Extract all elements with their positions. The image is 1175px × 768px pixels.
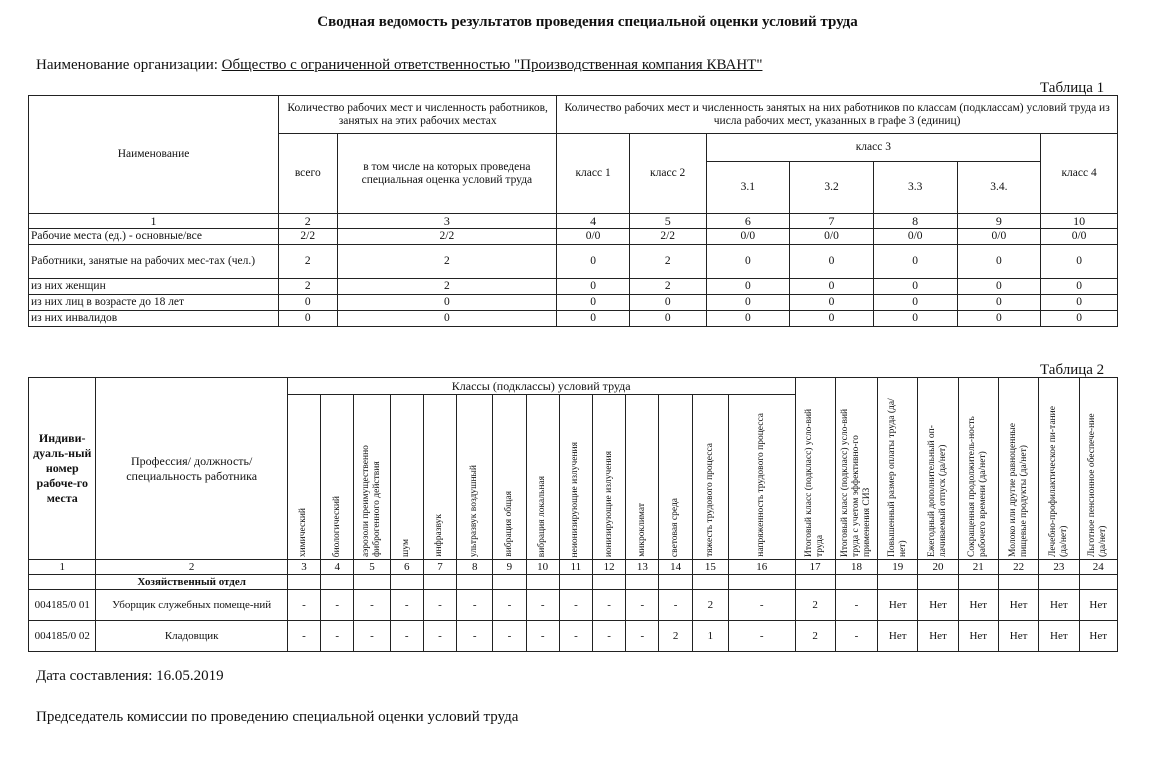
t2-col-num: 10 bbox=[526, 560, 559, 575]
workplace-profession: Кладовщик bbox=[96, 621, 287, 652]
t2-extra-header: Итоговый класс (подкласс) усло-вий труда с учетом эффективно-го применения СИЗ bbox=[835, 378, 877, 560]
organization-name: Общество с ограниченной ответственностью "Производственная компания КВАНТ" bbox=[221, 57, 763, 73]
t2-col-num: 15 bbox=[692, 560, 728, 575]
table-cell: - bbox=[728, 621, 795, 652]
table-cell: Нет bbox=[918, 590, 958, 621]
table-cell: 0 bbox=[706, 279, 790, 295]
table-cell: 0 bbox=[557, 279, 630, 295]
table-cell: 0/0 bbox=[790, 229, 874, 245]
t1-col-num: 10 bbox=[1041, 214, 1118, 229]
t1-header-class4: класс 4 bbox=[1041, 134, 1118, 214]
t2-col-num: 23 bbox=[1039, 560, 1079, 575]
table-cell: 0/0 bbox=[1041, 229, 1118, 245]
table-cell: - bbox=[593, 590, 626, 621]
table-cell: 0 bbox=[557, 311, 630, 327]
t1-col-num: 2 bbox=[279, 214, 337, 229]
table-cell: 0 bbox=[337, 295, 557, 311]
table-cell: 0 bbox=[1041, 311, 1118, 327]
table-cell: - bbox=[354, 590, 390, 621]
table-cell: 0 bbox=[873, 311, 957, 327]
t2-col-num: 2 bbox=[96, 560, 287, 575]
table-cell: 2/2 bbox=[629, 229, 706, 245]
table-cell: 0 bbox=[1041, 295, 1118, 311]
t2-col-num: 18 bbox=[835, 560, 877, 575]
table-cell: Нет bbox=[958, 621, 998, 652]
table-cell: 0 bbox=[279, 295, 337, 311]
t1-col-num: 6 bbox=[706, 214, 790, 229]
table-cell: 2/2 bbox=[279, 229, 337, 245]
t2-col-num: 1 bbox=[29, 560, 96, 575]
t1-header-class1: класс 1 bbox=[557, 134, 630, 214]
t2-factor-header: инфразвук bbox=[423, 395, 456, 560]
t1-row-name: Работники, занятые на рабочих мес-тах (чел.) bbox=[29, 245, 279, 279]
t1-header-name: Наименование bbox=[29, 96, 279, 214]
table-cell: - bbox=[287, 621, 320, 652]
t2-factor-header: биологический bbox=[321, 395, 354, 560]
table-cell: 0 bbox=[957, 279, 1041, 295]
t2-col-num: 17 bbox=[795, 560, 835, 575]
t1-number-row bbox=[29, 214, 1118, 229]
table-cell: - bbox=[659, 590, 692, 621]
t2-section-row bbox=[29, 575, 1118, 590]
table-cell: - bbox=[559, 590, 592, 621]
table-cell: - bbox=[835, 621, 877, 652]
t2-col-num: 4 bbox=[321, 560, 354, 575]
t1-col-num: 3 bbox=[337, 214, 557, 229]
workplace-id: 004185/0 01 bbox=[29, 590, 96, 621]
table-row bbox=[29, 590, 1118, 621]
commission-chair-line: Председатель комиссии по проведению специальной оценки условий труда bbox=[36, 709, 519, 725]
table-cell: 0 bbox=[873, 245, 957, 279]
table-cell: 2/2 bbox=[337, 229, 557, 245]
table-cell: 2 bbox=[692, 590, 728, 621]
t2-col-num: 6 bbox=[390, 560, 423, 575]
t2-factor-header: напряженность трудового процесса bbox=[728, 395, 795, 560]
workplaces-table bbox=[28, 377, 1118, 652]
table-cell: - bbox=[354, 621, 390, 652]
table-cell: 2 bbox=[659, 621, 692, 652]
t2-factor-header: световая среда bbox=[659, 395, 692, 560]
page-title: Сводная ведомость результатов проведения специальной оценки условий труда bbox=[317, 14, 858, 30]
table-cell: 0 bbox=[790, 279, 874, 295]
t2-col-num: 19 bbox=[878, 560, 918, 575]
t1-row-name: из них лиц в возрасте до 18 лет bbox=[29, 295, 279, 311]
table-cell: 1 bbox=[692, 621, 728, 652]
t2-col-num: 9 bbox=[493, 560, 526, 575]
table-cell: 0 bbox=[279, 311, 337, 327]
table-cell: 0 bbox=[557, 295, 630, 311]
table-row bbox=[29, 229, 1118, 245]
t2-col-num: 14 bbox=[659, 560, 692, 575]
t1-col-num: 5 bbox=[629, 214, 706, 229]
table-cell: 0 bbox=[790, 245, 874, 279]
t2-header-classes: Классы (подклассы) условий труда bbox=[287, 378, 795, 395]
t2-number-row bbox=[29, 560, 1118, 575]
t2-col-num: 13 bbox=[626, 560, 659, 575]
organization-line bbox=[36, 57, 762, 74]
t2-header-profession: Профессия/ должность/ специальность работника bbox=[96, 378, 287, 560]
t1-header-3-1: 3.1 bbox=[706, 162, 790, 214]
table-cell: 0/0 bbox=[957, 229, 1041, 245]
t2-col-num: 5 bbox=[354, 560, 390, 575]
t2-factor-header: аэрозоли преимущественно фиброгенного действия bbox=[354, 395, 390, 560]
table-cell: - bbox=[423, 621, 456, 652]
t1-header-3-2: 3.2 bbox=[790, 162, 874, 214]
t1-row-name: из них женщин bbox=[29, 279, 279, 295]
table-row bbox=[29, 295, 1118, 311]
table1-label: Таблица 1 bbox=[1040, 80, 1105, 96]
table-cell: Нет bbox=[878, 590, 918, 621]
t2-factor-header: вибрация локальная bbox=[526, 395, 559, 560]
t2-col-num: 22 bbox=[998, 560, 1038, 575]
table-cell: 0 bbox=[957, 311, 1041, 327]
table-cell: 2 bbox=[629, 245, 706, 279]
table-cell: 0 bbox=[629, 311, 706, 327]
t2-factor-header: ультразвук воздушный bbox=[457, 395, 493, 560]
table-cell: 0 bbox=[337, 311, 557, 327]
table-cell: - bbox=[287, 590, 320, 621]
table-cell: 2 bbox=[279, 279, 337, 295]
t1-header-count: Количество рабочих мест и численность работников, занятых на этих рабочих местах bbox=[279, 96, 557, 134]
workplace-id: 004185/0 02 bbox=[29, 621, 96, 652]
t1-row-name: Рабочие места (ед.) - основные/все bbox=[29, 229, 279, 245]
t2-col-num: 11 bbox=[559, 560, 592, 575]
table-cell: - bbox=[493, 590, 526, 621]
t2-factor-header: шум bbox=[390, 395, 423, 560]
table-cell: 0 bbox=[706, 245, 790, 279]
table-cell: - bbox=[559, 621, 592, 652]
t1-col-num: 4 bbox=[557, 214, 630, 229]
table-cell: 0 bbox=[706, 311, 790, 327]
table-cell: 0 bbox=[1041, 245, 1118, 279]
t1-col-num: 7 bbox=[790, 214, 874, 229]
t1-header-3-4: 3.4. bbox=[957, 162, 1041, 214]
t1-col-num: 1 bbox=[29, 214, 279, 229]
t2-factor-header: неионизирующие излучения bbox=[559, 395, 592, 560]
t2-col-num: 12 bbox=[593, 560, 626, 575]
table-cell: - bbox=[626, 621, 659, 652]
t2-extra-header: Лечебно-профилактическое пи-тание (да/нет) bbox=[1039, 378, 1079, 560]
table-cell: - bbox=[457, 621, 493, 652]
table-cell: 2 bbox=[337, 279, 557, 295]
table-cell: 0 bbox=[629, 295, 706, 311]
table-cell: - bbox=[423, 590, 456, 621]
table-cell: Нет bbox=[1039, 621, 1079, 652]
table-cell: 2 bbox=[795, 621, 835, 652]
table-cell: 0 bbox=[706, 295, 790, 311]
table-cell: - bbox=[526, 621, 559, 652]
table-cell: Нет bbox=[918, 621, 958, 652]
table-cell: Нет bbox=[878, 621, 918, 652]
table-cell: - bbox=[526, 590, 559, 621]
table-row bbox=[29, 311, 1118, 327]
t2-col-num: 7 bbox=[423, 560, 456, 575]
table-cell: - bbox=[321, 590, 354, 621]
t1-header-class2: класс 2 bbox=[629, 134, 706, 214]
table-cell: - bbox=[835, 590, 877, 621]
organization-label: Наименование организации: bbox=[36, 57, 218, 73]
table-cell: - bbox=[321, 621, 354, 652]
t2-extra-header: Льготное пенсионное обеспече-ние (да/нет) bbox=[1079, 378, 1118, 560]
t2-factor-header: микроклимат bbox=[626, 395, 659, 560]
table-cell: 0/0 bbox=[557, 229, 630, 245]
table-cell: 0 bbox=[790, 311, 874, 327]
table-row bbox=[29, 279, 1118, 295]
t1-col-num: 8 bbox=[873, 214, 957, 229]
table-cell: 0 bbox=[873, 279, 957, 295]
t1-row-name: из них инвалидов bbox=[29, 311, 279, 327]
table-cell: 0 bbox=[873, 295, 957, 311]
table-cell: - bbox=[626, 590, 659, 621]
t2-header-id: Индиви-дуаль-ный номер рабоче-го места bbox=[29, 378, 96, 560]
t2-extra-header: Повышенный размер оплаты труда (да/нет) bbox=[878, 378, 918, 560]
t2-extra-header: Молоко или другие равноценные пищевые продукты (да/нет) bbox=[998, 378, 1038, 560]
table2-label: Таблица 2 bbox=[1040, 362, 1105, 378]
table-cell: - bbox=[390, 621, 423, 652]
table-cell: Нет bbox=[998, 590, 1038, 621]
t2-col-num: 20 bbox=[918, 560, 958, 575]
t2-col-num: 3 bbox=[287, 560, 320, 575]
compile-date: Дата составления: 16.05.2019 bbox=[36, 668, 224, 684]
table-cell: Нет bbox=[958, 590, 998, 621]
table-cell: 2 bbox=[337, 245, 557, 279]
t2-factor-header: тяжесть трудового процесса bbox=[692, 395, 728, 560]
t1-header-total: всего bbox=[279, 134, 337, 214]
t2-col-num: 24 bbox=[1079, 560, 1118, 575]
t2-factor-header: вибрация общая bbox=[493, 395, 526, 560]
table-cell: 0 bbox=[557, 245, 630, 279]
table-cell: 0 bbox=[790, 295, 874, 311]
table-cell: 2 bbox=[279, 245, 337, 279]
t2-factor-header: ионизирующие излучения bbox=[593, 395, 626, 560]
table-cell: - bbox=[457, 590, 493, 621]
t1-col-num: 9 bbox=[957, 214, 1041, 229]
table-cell: 0 bbox=[1041, 279, 1118, 295]
t2-extra-header: Итоговый класс (подкласс) усло-вий труда bbox=[795, 378, 835, 560]
table-cell: 2 bbox=[795, 590, 835, 621]
t1-header-incl: в том числе на которых проведена специальная оценка условий труда bbox=[337, 134, 557, 214]
table-row bbox=[29, 621, 1118, 652]
table-cell: 0 bbox=[957, 295, 1041, 311]
t2-extra-header: Ежегодный дополнительный оп-лачиваемый отпуск (да/нет) bbox=[918, 378, 958, 560]
t1-header-classes: Количество рабочих мест и численность занятых на них работников по классам (подклассам) условий труда из числа рабочих мест, указанных в графе 3 (единиц) bbox=[557, 96, 1118, 134]
table-cell: - bbox=[493, 621, 526, 652]
t1-header-3-3: 3.3 bbox=[873, 162, 957, 214]
t2-factor-header: химический bbox=[287, 395, 320, 560]
table-cell: Нет bbox=[998, 621, 1038, 652]
t2-col-num: 8 bbox=[457, 560, 493, 575]
summary-table bbox=[28, 95, 1118, 327]
table-cell: Нет bbox=[1079, 621, 1118, 652]
workplace-profession: Уборщик служебных помеще-ний bbox=[96, 590, 287, 621]
t1-header-class3: класс 3 bbox=[706, 134, 1041, 162]
t2-col-num: 21 bbox=[958, 560, 998, 575]
table-cell: - bbox=[728, 590, 795, 621]
table-cell: 0 bbox=[957, 245, 1041, 279]
table-cell: Нет bbox=[1039, 590, 1079, 621]
table-cell: 0/0 bbox=[706, 229, 790, 245]
t2-extra-header: Сокращенная продолжитель-ность рабочего времени (да/нет) bbox=[958, 378, 998, 560]
table-cell: - bbox=[390, 590, 423, 621]
section-title: Хозяйственный отдел bbox=[96, 575, 287, 590]
table-cell: 2 bbox=[629, 279, 706, 295]
table-cell: - bbox=[593, 621, 626, 652]
table-cell: Нет bbox=[1079, 590, 1118, 621]
t2-col-num: 16 bbox=[728, 560, 795, 575]
table-row bbox=[29, 245, 1118, 279]
table-cell: 0/0 bbox=[873, 229, 957, 245]
